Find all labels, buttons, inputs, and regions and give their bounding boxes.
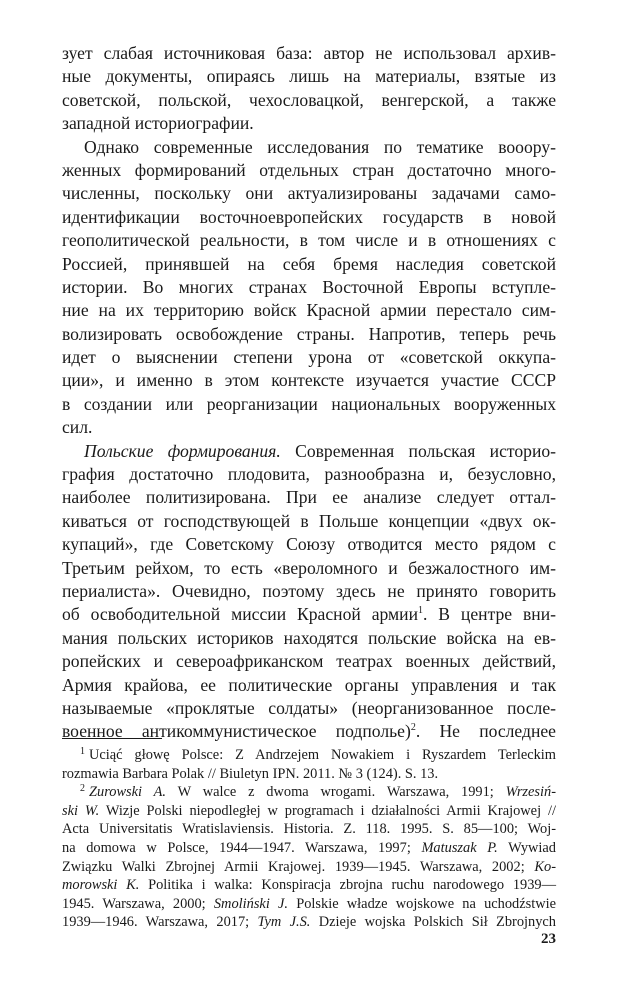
author-name: Smoliński J. — [213, 895, 289, 912]
footnote-1-mark: 1 — [80, 746, 85, 757]
text-segment: 1939—1946. Warszawa, 2017; — [62, 914, 258, 931]
text-line: киваться от господствующей в Польше концепции «двух ок- — [62, 510, 556, 531]
text-line: геополитической реальности, в том числе и в отношениях с — [62, 230, 556, 251]
footnote-2-line — [62, 802, 556, 821]
text-line: называемые «проклятые солдаты» (неорганизованное после- — [62, 697, 556, 718]
text-segment: Dzieje wojska Polskich Sił Zbrojnych — [310, 914, 557, 931]
text-line: численны, поскольку они актуализированы задачами само- — [62, 183, 556, 204]
text-line: ропейских и североафриканском театрах военных действий, — [62, 651, 556, 672]
page-number: 23 — [541, 931, 556, 947]
text-line: сил. — [62, 417, 93, 438]
text-line: купаций», где Советскому Союзу отводится место рядом с — [62, 534, 556, 555]
text-line: графия достаточно плодовита, разнообразна и, безусловно, — [62, 464, 556, 485]
text-line: ные документы, опираясь лишь на материалы, взятые из — [62, 66, 556, 87]
footnote-2-line — [62, 839, 556, 858]
text-line: идентификации восточноевропейских государств в новой — [62, 206, 556, 227]
text-segment: Politika i walka: Konspiracja zbrojna ruchu narodowego 1939— — [139, 877, 556, 894]
footnote-2-mark: 2 — [80, 783, 85, 795]
text-line: зует слабая источниковая база: автор не использовал архив- — [62, 43, 556, 63]
text-line — [62, 720, 556, 743]
text-segment: военное антикоммунистическое подполье) — [62, 721, 411, 742]
footnote-ref-1: 1 — [418, 605, 423, 617]
text-line — [62, 603, 556, 626]
text-segment: об освободительной миссии Красной армии — [62, 604, 418, 625]
author-name: Matuszak P. — [421, 839, 498, 856]
author-name: Ko- — [534, 858, 556, 875]
text-segment: W walce z dwoma wrogami. Warszawa, 1991; — [166, 784, 506, 801]
text-line: мания польских историков находятся польские войска на ев- — [62, 627, 556, 648]
footnote-2-line — [62, 895, 556, 914]
footnote-ref-2: 2 — [410, 722, 416, 734]
text-segment: Związku Walki Zbrojnej Armii Krajowej. 1939—1945. Warszawa, 2002; — [62, 858, 535, 875]
author-name: Tym J.S. — [257, 914, 311, 931]
text-segment: 1945. Warszawa, 2000; — [62, 895, 214, 912]
footnote-2-line — [62, 876, 556, 895]
text-line: волизировать освобождение страны. Напротив, теперь речь — [62, 323, 556, 344]
paragraph-start-line — [62, 440, 556, 463]
text-line: Армия крайова, ее политические органы управления и так — [62, 674, 556, 695]
text-segment: Wizje Polski niepodległej w programach i działalności Armii Krajowej // — [99, 802, 556, 819]
footnote-1-line — [62, 746, 556, 765]
text-line: женных формирований отдельных стран достаточно много- — [62, 159, 556, 180]
text-line: периалиста». Очевидно, поэтому здесь не принято говорить — [62, 580, 556, 601]
main-text — [62, 42, 556, 744]
author-name: morowski K. — [62, 877, 140, 894]
text-line: западной историографии. — [62, 113, 254, 134]
footnotes — [62, 746, 556, 932]
footnote-separator — [62, 738, 162, 739]
text-segment: na domowa w Polsce, 1944—1947. Warszawa, 1997; — [62, 839, 422, 856]
footnote-2-line — [62, 913, 556, 932]
text-line: ции», и именно в этом контексте изучается участие СССР — [62, 370, 556, 391]
text-line: Третьим рейхом, то есть «вероломного и безжалостного им- — [62, 557, 556, 578]
text-line: Россией, принявшей на себя бремя наследия советской — [62, 253, 556, 274]
author-name: Wrzesiń- — [505, 784, 556, 801]
section-heading-inline: Польские формирования. — [84, 440, 281, 461]
text-segment: . В центре вни- — [423, 604, 556, 625]
text-line: идет о выяснении степени урона от «советской оккупа- — [62, 347, 556, 368]
text-segment: . Не последнее — [415, 721, 556, 742]
text-segment: Polskie władze wojskowe na uchodźstwie — [288, 895, 556, 912]
footnote-2-line: Acta Universitatis Wratislaviensis. Historia. Z. 118. 1995. S. 85—100; Woj- — [62, 821, 556, 838]
paragraph-start-line: Однако современные исследования по тематике вооору- — [84, 136, 556, 157]
text-line: истории. Во многих странах Восточной Европы вступле- — [62, 276, 556, 297]
text-line: в создании или реорганизации национальных вооруженных — [62, 393, 556, 414]
text-segment: Wywiad — [497, 839, 556, 856]
text-line: наиболее политизирована. При ее анализе следует оттал- — [62, 487, 556, 508]
author-name: ski W. — [62, 802, 100, 819]
author-name: Zurowski A. — [89, 784, 166, 801]
text-segment: Uciąć głowę Polsce: Z Andrzejem Nowakiem i Ryszardem Terleckim — [89, 747, 556, 763]
footnote-2-line — [62, 858, 556, 877]
text-line: ние на их территорию войск Красной армии перестало сим- — [62, 300, 556, 321]
footnote-1-line: rozmawia Barbara Polak // Biuletyn IPN. 2011. № 3 (124). S. 13. — [62, 765, 439, 782]
text-segment: Современная польская историо- — [280, 440, 557, 461]
text-line: советской, польской, чехословацкой, венгерской, а также — [62, 89, 556, 110]
footnote-2-line — [62, 783, 556, 802]
